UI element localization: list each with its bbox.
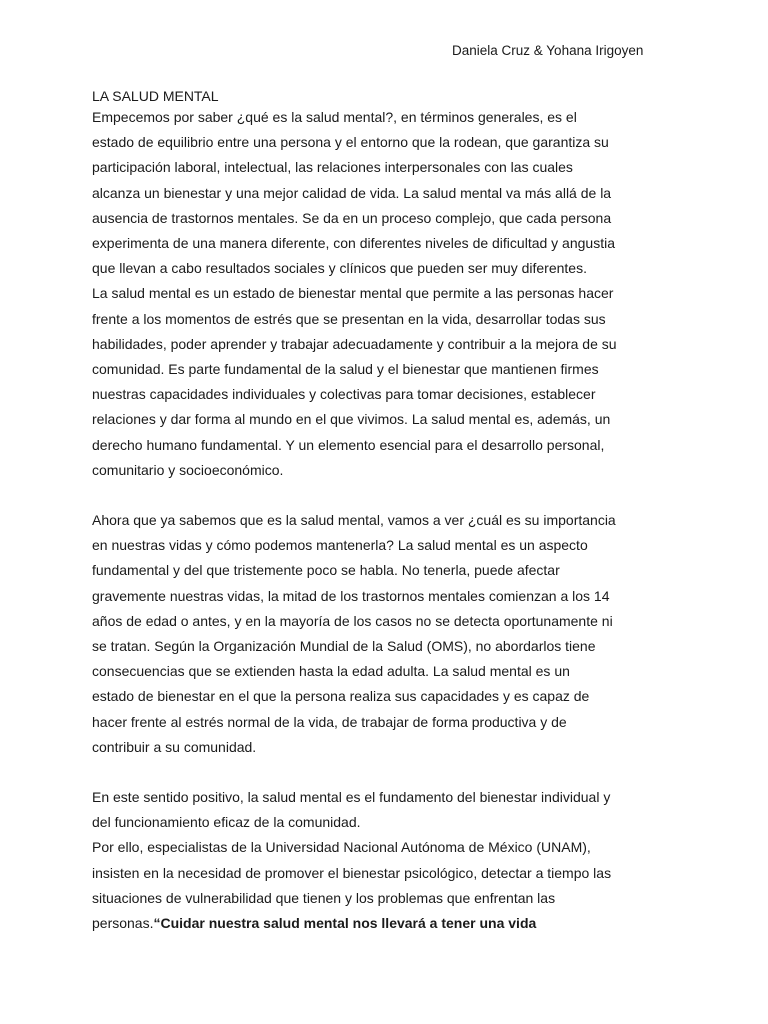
text-line: frente a los momentos de estrés que se presentan en la vida, desarrollar todas sus: [92, 310, 606, 327]
text-line: comunidad. Es parte fundamental de la salud y el bienestar que mantienen firmes: [92, 361, 599, 378]
text-line: que llevan a cabo resultados sociales y clínicos que pueden ser muy diferentes.: [92, 260, 587, 277]
authors-header: Daniela Cruz & Yohana Irigoyen: [452, 43, 644, 58]
text-line: La salud mental es un estado de bienestar mental que permite a las personas hacer: [92, 285, 614, 302]
text-line: ausencia de trastornos mentales. Se da en un proceso complejo, que cada persona: [92, 209, 612, 226]
text-line: años de edad o antes, y en la mayoría de los casos no se detecta oportunamente ni: [92, 612, 613, 629]
paragraph-wellbeing: [92, 281, 682, 483]
text-line: en nuestras vidas y cómo podemos mantenerla? La salud mental es un aspecto: [92, 537, 588, 554]
text-line: comunitario y socioeconómico.: [92, 461, 284, 478]
text-line: alcanza un bienestar y una mejor calidad de vida. La salud mental va más allá de la: [92, 184, 612, 201]
text-line: Por ello, especialistas de la Universidad Nacional Autónoma de México (UNAM),: [92, 839, 591, 856]
text-line: hacer frente al estrés normal de la vida, de trabajar de forma productiva y de: [92, 713, 567, 730]
text-line: estado de bienestar en el que la persona realiza sus capacidades y es capaz de: [92, 688, 590, 705]
text-line: En este sentido positivo, la salud mental es el fundamento del bienestar individual y: [92, 789, 611, 806]
text-line: insisten en la necesidad de promover el bienestar psicológico, detectar a tiempo las: [92, 864, 612, 881]
text-line: contribuir a su comunidad.: [92, 738, 257, 755]
paragraph-positive-sense: [92, 785, 682, 835]
text-line: se tratan. Según la Organización Mundial de la Salud (OMS), no abordarlos tiene: [92, 638, 596, 655]
paragraph-importance: [92, 508, 682, 760]
document-title: LA SALUD MENTAL: [92, 88, 219, 104]
text-line: nuestras capacidades individuales y colectivas para tomar decisiones, establecer: [92, 386, 596, 403]
text-line: participación laboral, intelectual, las relaciones interpersonales con las cuales: [92, 159, 573, 176]
paragraph-unam: [92, 835, 682, 936]
document-body: [92, 87, 682, 936]
text-line: experimenta de una manera diferente, con diferentes niveles de dificultad y angustia: [92, 235, 615, 252]
text-line: Empecemos por saber ¿qué es la salud mental?, en términos generales, es el: [92, 109, 577, 125]
text-line: relaciones y dar forma al mundo en el que vivimos. La salud mental es, además, un: [92, 411, 611, 428]
bold-quote: “Cuidar nuestra salud mental nos llevará a tener una vida: [153, 915, 537, 932]
text-line: derecho humano fundamental. Y un elemento esencial para el desarrollo personal,: [92, 436, 605, 453]
text-line: del funcionamiento eficaz de la comunidad.: [92, 814, 361, 831]
paragraph-spacer: [92, 483, 682, 508]
text-line: fundamental y del que tristemente poco se habla. No tenerla, puede afectar: [92, 562, 560, 579]
text-regular: personas.: [92, 915, 154, 932]
text-line: gravemente nuestras vidas, la mitad de los trastornos mentales comienzan a los 14: [92, 587, 610, 604]
text-line: habilidades, poder aprender y trabajar adecuadamente y contribuir a la mejora de su: [92, 335, 617, 352]
text-line: situaciones de vulnerabilidad que tienen y los problemas que enfrentan las: [92, 889, 556, 906]
text-line-final: [92, 911, 682, 936]
text-line: estado de equilibrio entre una persona y el entorno que la rodean, que garantiza su: [92, 134, 609, 151]
paragraph-spacer: [92, 760, 682, 785]
text-line: consecuencias que se extienden hasta la edad adulta. La salud mental es un: [92, 663, 570, 680]
text-line: Ahora que ya sabemos que es la salud mental, vamos a ver ¿cuál es su importancia: [92, 512, 616, 529]
paragraph-definition: [92, 105, 682, 281]
